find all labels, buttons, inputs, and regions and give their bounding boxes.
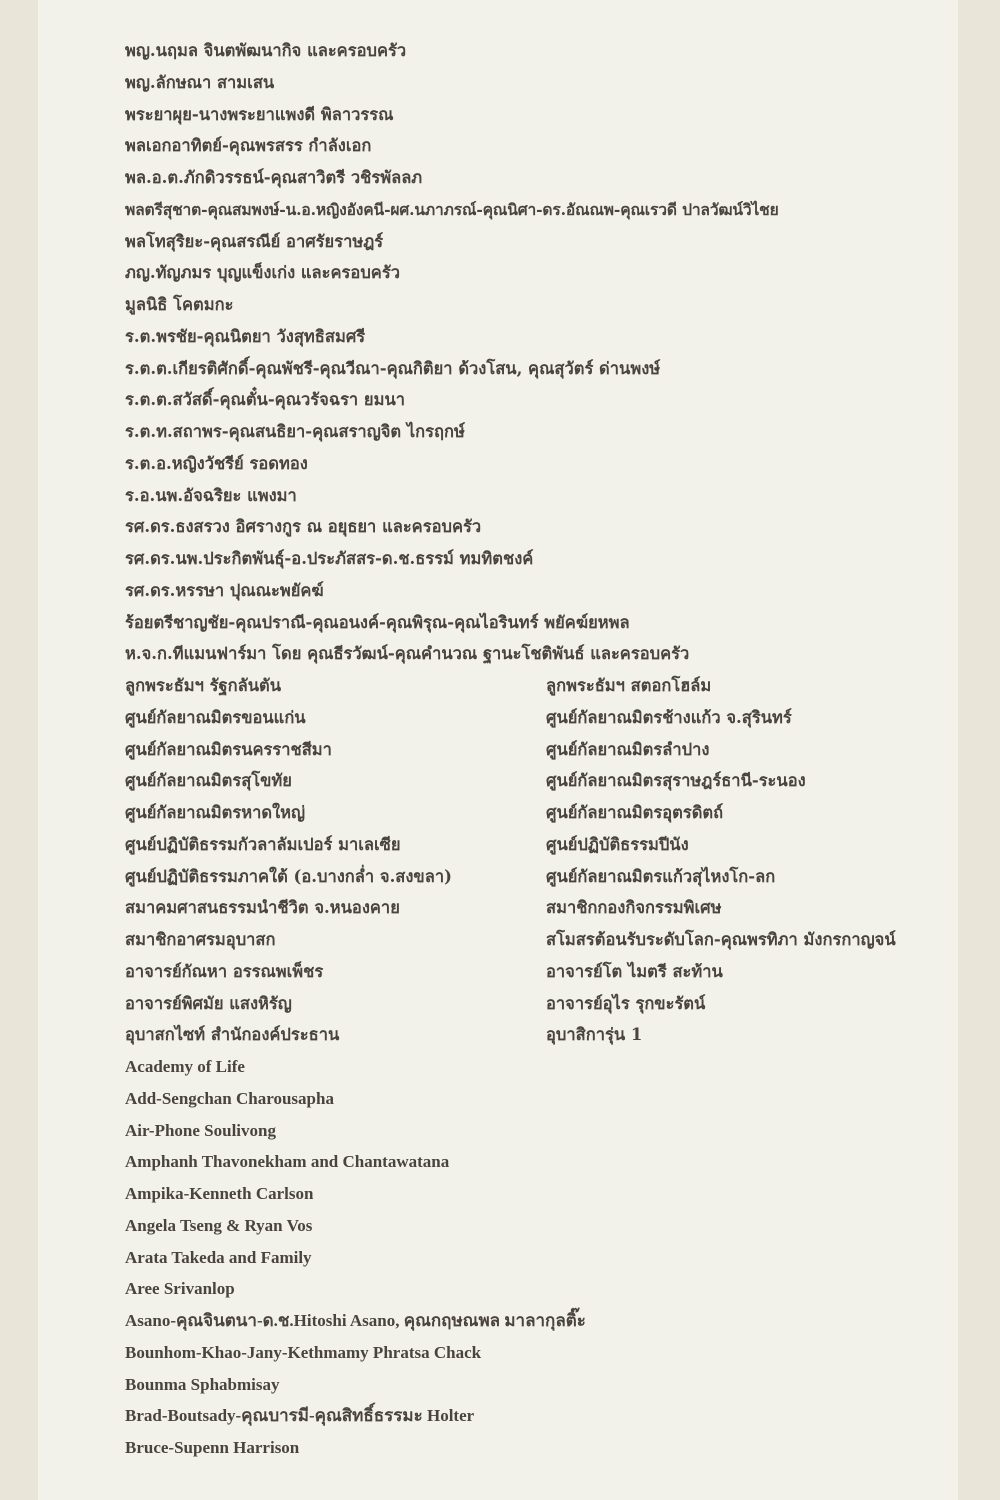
list-item: Bounma Sphabmisay xyxy=(125,1374,280,1394)
list-item-left: ลูกพระธัมฯ รัฐกลันตัน xyxy=(125,676,282,695)
list-item: Aree Srivanlop xyxy=(125,1279,235,1299)
list-item: Air-Phone Soulivong xyxy=(125,1120,276,1140)
list-item-right: ศูนย์กัลยาณมิตรอุตรดิตถ์ xyxy=(546,803,724,822)
list-item: พลตรีสุชาต-คุณสมพงษ์-น.อ.หญิงอังคนี-ผศ.นภาภรณ์-คุณนิศา-ดร.อัณณพ-คุณเรวดี ปาลวัฒน์วิไชย xyxy=(125,199,779,219)
list-item: ร.อ.นพ.อัจฉริยะ แพงมา xyxy=(125,485,297,505)
list-item: พระยาผุย-นางพระยาแพงดี พิลาวรรณ xyxy=(125,104,394,124)
list-item-left: ศูนย์ปฏิบัติธรรมกัวลาลัมเปอร์ มาเลเซีย xyxy=(125,834,401,854)
list-item: พล.อ.ต.ภักดิวรรธน์-คุณสาวิตรี วชิรพัลลภ xyxy=(125,168,423,187)
list-item: พญ.นฤมล จินตพัฒนากิจ และครอบครัว xyxy=(125,41,407,60)
list-item-left: ศูนย์กัลยาณมิตรขอนแก่น xyxy=(125,707,306,727)
two-column-row xyxy=(125,702,975,734)
two-column-row xyxy=(125,734,975,766)
list-item: Asano-คุณจินตนา-ด.ช.Hitoshi Asano, คุณกฤษณพล มาลากุลติ๊ะ xyxy=(125,1311,586,1330)
list-item-right: ลูกพระธัมฯ สตอกโฮล์ม xyxy=(546,676,712,695)
list-item: พลโทสุริยะ-คุณสรณีย์ อาศรัยราษฎร์ xyxy=(125,231,384,251)
list-item: Bounhom-Khao-Jany-Kethmamy Phratsa Chack xyxy=(125,1342,482,1362)
two-column-row xyxy=(125,670,975,702)
list-item: ร.ต.ท.สถาพร-คุณสนธิยา-คุณสราญจิต ไกรฤกษ์ xyxy=(125,422,465,441)
list-item-right: สโมสรต้อนรับระดับโลก-คุณพรทิภา มังกรกาญจน์ xyxy=(546,930,896,949)
list-item-right: อาจารย์โต ไมตรี สะท้าน xyxy=(546,961,723,981)
list-item: Arata Takeda and Family xyxy=(125,1247,312,1267)
list-item: ร.ต.พรชัย-คุณนิตยา วังสุทธิสมศรี xyxy=(125,326,366,346)
list-item: Academy of Life xyxy=(125,1057,245,1076)
list-item-left: อาจารย์พิศมัย แสงหิรัญ xyxy=(125,993,292,1013)
list-item: รศ.ดร.นพ.ประกิตพันธุ์-อ.ประภัสสร-ด.ช.ธรรม์ ทมทิตชงค์ xyxy=(125,549,534,568)
list-item-right: สมาชิกกองกิจกรรมพิเศษ xyxy=(546,898,722,918)
list-item: พลเอกอาทิตย์-คุณพรสรร กำลังเอก xyxy=(125,136,372,156)
two-column-row xyxy=(125,956,975,988)
list-item: Brad-Boutsady-คุณบารมี-คุณสิทธิ์ธรรมะ Holter xyxy=(125,1406,475,1426)
two-column-row xyxy=(125,988,975,1020)
two-column-row xyxy=(125,924,975,956)
list-item-left: สมาคมศาสนธรรมนำชีวิต จ.หนองคาย xyxy=(125,898,400,918)
list-item-right: ศูนย์กัลยาณมิตรแก้วสุไหงโก-ลก xyxy=(546,866,776,886)
list-item: ร.ต.ต.สวัสดิ์-คุณตั๋น-คุณวรัจฉรา ยมนา xyxy=(125,390,406,410)
list-item: ร้อยตรีชาญชัย-คุณปราณี-คุณอนงค์-คุณพิรุณ-คุณไอรินทร์ พยัคฆ์ยหพล xyxy=(125,612,630,632)
two-column-row xyxy=(125,829,975,861)
list-item-left: ศูนย์กัลยาณมิตรนครราชสีมา xyxy=(125,739,332,759)
list-item: Bruce-Supenn Harrison xyxy=(125,1438,300,1457)
list-item: รศ.ดร.หรรษา ปุณณะพยัคฆ์ xyxy=(125,580,324,600)
list-item-left: อุบาสกไซท์ สำนักองค์ประธาน xyxy=(125,1025,340,1045)
two-column-row xyxy=(125,765,975,797)
list-item: ร.ต.ต.เกียรติศักดิ์-คุณพัชรี-คุณวีณา-คุณกิติยา ด้วงโสน, คุณสุวัตร์ ด่านพงษ์ xyxy=(125,358,661,378)
list-item: Amphanh Thavonekham and Chantawatana xyxy=(125,1152,450,1172)
list-item-right: อุบาสิการุ่น 1 xyxy=(546,1025,643,1045)
list-item-left: ศูนย์กัลยาณมิตรสุโขทัย xyxy=(125,771,292,791)
list-item-right: ศูนย์กัลยาณมิตรช้างแก้ว จ.สุรินทร์ xyxy=(546,707,792,727)
two-column-row xyxy=(125,861,975,893)
list-item: รศ.ดร.ธงสรวง อิศรางกูร ณ อยุธยา และครอบครัว xyxy=(125,517,482,537)
two-column-row xyxy=(125,1019,975,1051)
list-item: ห.จ.ก.ทีแมนฟาร์มา โดย คุณธีรวัฒน์-คุณคำนวณ ฐานะโชติพันธ์ และครอบครัว xyxy=(125,644,690,664)
list-item-left: อาจารย์กัณหา อรรณพเพ็ชร xyxy=(125,961,324,981)
list-item: Add-Sengchan Charousapha xyxy=(125,1088,334,1108)
list-item-right: ศูนย์ปฏิบัติธรรมปีนัง xyxy=(546,834,689,854)
list-item: มูลนิธิ โคตมกะ xyxy=(125,295,234,314)
list-item: ร.ต.อ.หญิงวัชรีย์ รอดทอง xyxy=(125,453,308,473)
list-item-right: ศูนย์กัลยาณมิตรลำปาง xyxy=(546,739,710,759)
two-column-row xyxy=(125,797,975,829)
list-item-right: อาจารย์อุไร รุกขะรัตน์ xyxy=(546,993,706,1013)
list-item: Angela Tseng & Ryan Vos xyxy=(125,1215,313,1235)
list-item-left: สมาชิกอาศรมอุบาสก xyxy=(125,930,276,949)
list-item-left: ศูนย์กัลยาณมิตรหาดใหญ่ xyxy=(125,803,306,822)
list-item: Ampika-Kenneth Carlson xyxy=(125,1184,314,1203)
list-item: พญ.ลักษณา สามเสน xyxy=(125,72,275,92)
donor-name-list xyxy=(125,35,975,1464)
list-item-left: ศูนย์ปฏิบัติธรรมภาคใต้ (อ.บางกล่ำ จ.สงขลา) xyxy=(125,866,452,886)
two-column-row xyxy=(125,892,975,924)
list-item: ภญ.ทัญภมร บุญแข็งเก่ง และครอบครัว xyxy=(125,263,400,283)
list-item-right: ศูนย์กัลยาณมิตรสุราษฎร์ธานี-ระนอง xyxy=(546,771,806,791)
